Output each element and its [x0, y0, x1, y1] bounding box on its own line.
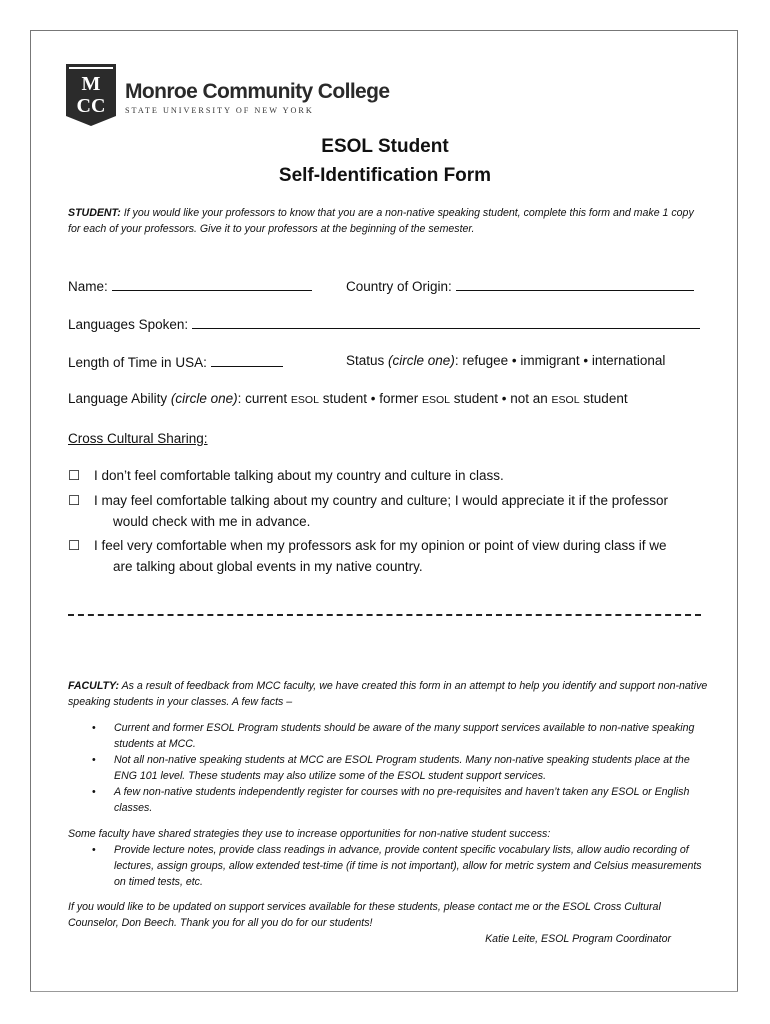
closing-text: If you would like to be updated on support services available for these students, please contact me or the ESOL Cross Cultural Counselor, Don Beech. Thank you for all you do for our students! — [68, 901, 661, 929]
ability-option-current[interactable]: : current — [237, 391, 291, 406]
sharing-option-text: I don’t feel comfortable talking about my country and culture in class. — [94, 468, 504, 483]
ability-field[interactable] — [68, 390, 628, 409]
ability-hint: (circle one) — [170, 391, 238, 406]
ability-tail: student — [579, 391, 628, 406]
ability-option-former[interactable]: student • former — [318, 391, 422, 406]
sharing-option-3[interactable] — [68, 535, 708, 577]
status-field[interactable] — [346, 352, 665, 370]
bullet-icon: • — [92, 786, 96, 798]
mcc-logo — [66, 64, 116, 126]
sharing-heading: Cross Cultural Sharing: — [68, 431, 208, 446]
signature: Katie Leite, ESOL Program Coordinator — [485, 933, 671, 945]
languages-label: Languages Spoken: — [68, 317, 189, 332]
name-field[interactable] — [68, 276, 312, 296]
esol-abbr: ESOL — [421, 394, 450, 406]
logo-text-top: M — [81, 73, 101, 95]
fact-text: A few non-native students independently register for courses with no pre-requisites and haven’t taken any ESOL or English classes. — [114, 786, 690, 814]
bullet-icon: • — [92, 844, 96, 856]
college-subtitle: STATE UNIVERSITY OF NEW YORK — [125, 106, 314, 115]
student-label: STUDENT: — [68, 207, 121, 219]
status-hint: (circle one) — [388, 353, 455, 368]
country-label: Country of Origin: — [346, 279, 452, 294]
fact-text: Current and former ESOL Program students should be aware of the many support services available to non-native speaking students at MCC. — [114, 722, 695, 750]
sharing-option-text: I feel very comfortable when my professors ask for my opinion or point of view during class if we — [94, 538, 667, 553]
form-title-line1: ESOL Student — [321, 136, 449, 157]
strategy-item — [92, 842, 708, 890]
languages-line[interactable] — [192, 314, 700, 329]
sharing-option-text-cont: would check with me in advance. — [113, 514, 311, 529]
length-field[interactable] — [68, 352, 283, 372]
bullet-icon: • — [92, 722, 96, 734]
checkbox-icon[interactable]: ☐ — [68, 493, 81, 508]
dashed-divider — [68, 614, 701, 616]
logo-text-bottom: CC — [76, 95, 106, 117]
checkbox-icon[interactable]: ☐ — [68, 538, 81, 553]
fact-item — [92, 784, 708, 816]
faculty-intro — [68, 678, 708, 710]
student-intro-text: If you would like your professors to know that you are a non-native speaking student, complete this form and make 1 copy for each of your professors. Give it to your professors at the beginning of the semester. — [68, 207, 694, 235]
bullet-icon: • — [92, 754, 96, 766]
languages-field[interactable] — [68, 314, 700, 334]
form-title-line2: Self-Identification Form — [278, 165, 492, 186]
ability-option-not[interactable]: student • not an — [449, 391, 552, 406]
status-label: Status — [346, 353, 385, 368]
sharing-option-2[interactable] — [68, 490, 708, 532]
fact-item — [92, 752, 708, 784]
faculty-intro-text: As a result of feedback from MCC faculty, we have created this form in an attempt to help you identify and support non-native speaking students in your classes. A few facts – — [68, 680, 708, 708]
status-options[interactable]: : refugee • immigrant • international — [454, 353, 666, 368]
fact-item — [92, 720, 708, 752]
strategies-intro: Some faculty have shared strategies they use to increase opportunities for non-native student success: — [68, 828, 551, 840]
length-line[interactable] — [211, 352, 283, 367]
sharing-option-text-cont: are talking about global events in my native country. — [113, 559, 423, 574]
name-line[interactable] — [112, 276, 312, 291]
faculty-label: FACULTY: — [68, 680, 120, 692]
strategy-text: Provide lecture notes, provide class readings in advance, provide content specific vocabulary lists, allow audio recording of lectures, assign groups, allow extended test-time (if time is not important), allow for metric system and Celsius measurements on timed tests, etc. — [114, 844, 702, 888]
sharing-option-text: I may feel comfortable talking about my country and culture; I would appreciate it if the professor — [94, 493, 669, 508]
name-label: Name: — [68, 279, 108, 294]
student-intro — [68, 205, 708, 237]
ability-label: Language Ability — [68, 391, 168, 406]
country-field[interactable] — [346, 276, 694, 296]
checkbox-icon[interactable]: ☐ — [68, 468, 81, 483]
bottom-rule — [30, 991, 738, 992]
college-name: Monroe Community College — [125, 80, 390, 103]
country-line[interactable] — [456, 276, 694, 291]
length-label: Length of Time in USA: — [68, 355, 207, 370]
fact-text: Not all non-native speaking students at MCC are ESOL Program students. Many non-native speaking students place at the ENG 101 level. These students may also utilize some of the ESOL student support services. — [114, 754, 690, 782]
esol-abbr: ESOL — [290, 394, 319, 406]
esol-abbr: ESOL — [551, 394, 580, 406]
